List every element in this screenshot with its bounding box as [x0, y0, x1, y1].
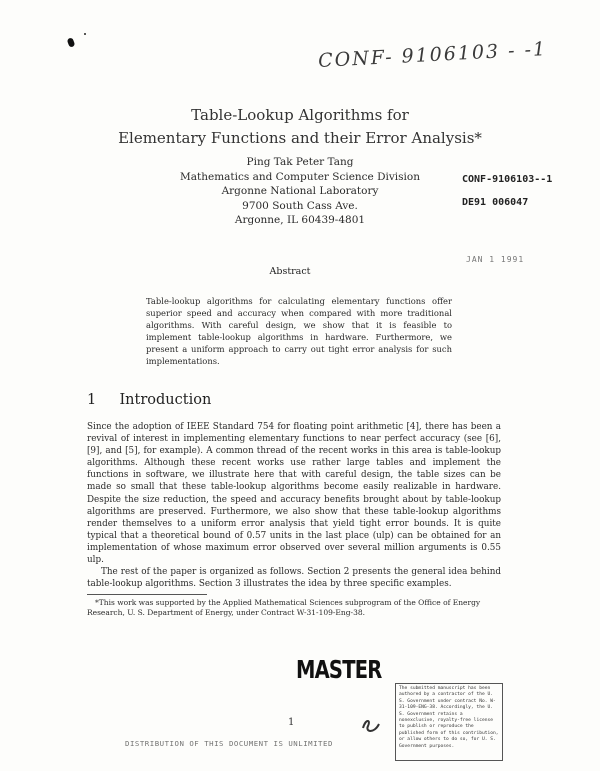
abstract-text: Table-lookup algorithms for calculating elementary functions offer superior speed and accuracy when compared with more traditional algorithms. With careful design, we show that it is feasible to implement table-lookup algorithms in hardware. Furthermore, we present a uniform approach to carry out tight error analysis for such implementations.	[146, 296, 452, 366]
body-text	[87, 421, 501, 590]
signature-mark	[360, 716, 382, 736]
de-number-stamp: DE91 006047	[462, 197, 529, 208]
paragraph-1: Since the adoption of IEEE Standard 754 for floating point arithmetic [4], there has been a revival of interest in implementing elementary functions to near perfect accuracy (see [6], [9], and [5], for example). A common thread of the recent works in this area is table-lookup algorithms. Although these recent works use rather large tables and implement the functions in software, we illustrate here that with careful design, the table sizes can be made so small that these table-lookup algorithms become easily realizable in hardware. Despite the size reduction, the speed and accuracy benefits brought about by table-lookup algorithms are preserved. Furthermore, we also show that these table-lookup algorithms render themselves to a uniform error analysis that yield tight error bounds. It is quite typical that a theoretical bound of 0.57 units in the last place (ulp) can be obtained for an implementation of whose maximum error observed over several million arguments is 0.55 ulp.	[87, 422, 501, 566]
scan-speck	[67, 37, 76, 48]
section-title: Introduction	[119, 392, 212, 408]
footnote-rule	[87, 594, 207, 595]
author-department: Mathematics and Computer Science Division	[179, 170, 420, 183]
handwritten-conf-number: CONF- 9106103 - -1	[317, 38, 548, 72]
section-heading	[87, 392, 211, 408]
conf-stamp: CONF-9106103--1	[462, 174, 553, 185]
bottom-scan-text: DISTRIBUTION OF THIS DOCUMENT IS UNLIMITED	[125, 740, 333, 748]
author-lab: Argonne National Laboratory	[221, 185, 379, 197]
date-stamp: JAN 1 1991	[466, 255, 525, 264]
government-notice-box: The submitted manuscript has been authored by a contractor of the U. S. Government under contract No. W-31-109-ENG-38. Accordingly, the U. S. Government retains a nonexclusive, royalty-free license to publish or reproduce the published form of this contribution, or allow others to do so, for U. S. Government purposes.	[395, 683, 503, 761]
section-number: 1	[87, 392, 97, 408]
author-city: Argonne, IL 60439-4801	[234, 214, 366, 226]
footnote: *This work was supported by the Applied Mathematical Sciences subprogram of the Office of Energy Research, U. S. Department of Energy, under Contract W-31-109-Eng-38.	[87, 598, 481, 617]
paragraph-2: The rest of the paper is organized as follows. Section 2 presents the general idea behind table-lookup algorithms. Section 3 illustrates the idea by three specific examples.	[87, 567, 501, 590]
master-stamp: MASTER	[296, 655, 382, 684]
scan-speck	[84, 33, 86, 35]
abstract-heading: Abstract	[269, 266, 311, 277]
title-line-1: Table-Lookup Algorithms for	[191, 106, 409, 124]
author-name: Ping Tak Peter Tang	[246, 156, 354, 168]
title-line-2: Elementary Functions and their Error Analysis*	[118, 129, 482, 147]
paper-title	[0, 104, 600, 150]
author-street: 9700 South Cass Ave.	[242, 199, 358, 212]
author-block	[150, 155, 450, 228]
page-number: 1	[288, 717, 295, 728]
